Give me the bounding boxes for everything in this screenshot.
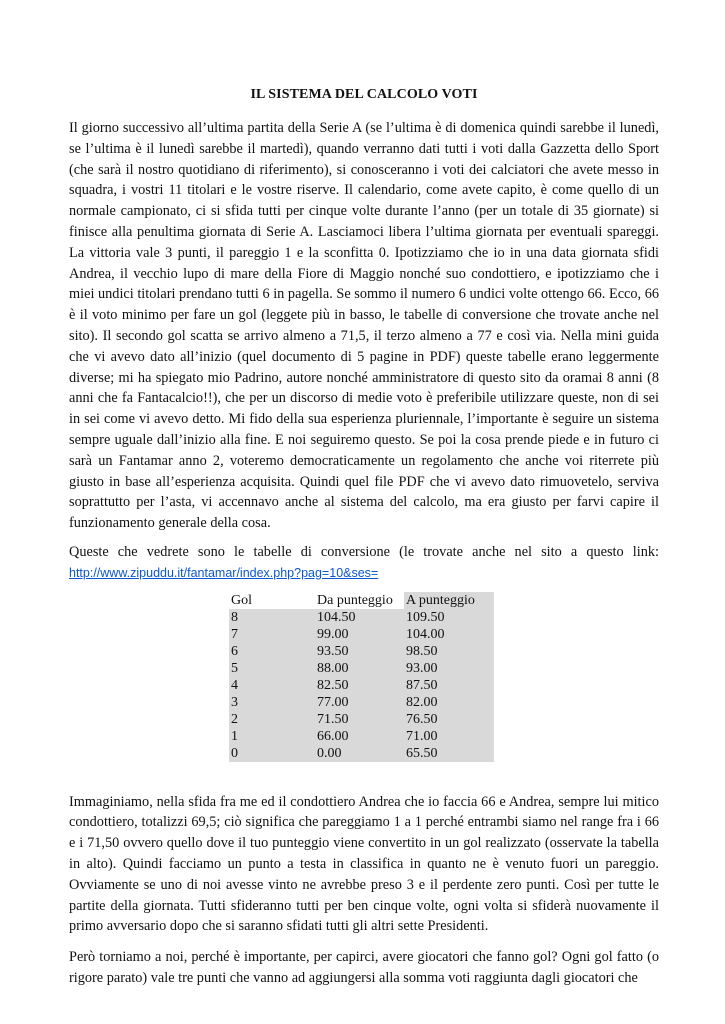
cell-a-punteggio: 104.00	[404, 626, 494, 643]
table-row	[229, 609, 494, 626]
paragraph-conversion-text: Queste che vedrete sono le tabelle di conversione (le trovate anche nel sito a questo link:	[69, 543, 659, 560]
cell-gol: 2	[229, 711, 315, 728]
table-row	[229, 745, 494, 762]
table-row	[229, 626, 494, 643]
cell-da-punteggio: 66.00	[315, 728, 404, 745]
cell-a-punteggio: 65.50	[404, 745, 494, 762]
document-title: IL SISTEMA DEL CALCOLO VOTI	[250, 87, 478, 102]
cell-gol: 5	[229, 660, 315, 677]
header-a-punteggio: A punteggio	[404, 592, 494, 609]
cell-gol: 1	[229, 728, 315, 745]
cell-da-punteggio: 104.50	[315, 609, 404, 626]
cell-gol: 6	[229, 643, 315, 660]
conversion-table	[229, 592, 494, 762]
cell-a-punteggio: 93.00	[404, 660, 494, 677]
cell-da-punteggio: 93.50	[315, 643, 404, 660]
paragraph-intro: Il giorno successivo all’ultima partita della Serie A (se l’ultima è di domenica quindi sarebbe il lunedì, se l’ultima è il lunedì sarebbe il martedì), quando verranno dati tutti i voti dalla Gazzetta dello Sport (che sarà il nostro quotidiano di riferimento), si conosceranno i voti dei calciatori che avete messo in squadra, i vostri 11 titolari e le vostre riserve. Il calendario, come avete capito, è come quello di un normale campionato, ci si sfida tutti per cinque volte durante l’anno (per un totale di 35 giornate) si finisce alla penultima giornata di Serie A. Lasciamoci libera l’ultima giornata per eventuali spareggi. La vittoria vale 3 punti, il pareggio 1 e la sconfitta 0. Ipotizziamo che io in una data giornata sfidi Andrea, il vecchio lupo di mare della Fiore di Maggio nonché suo condottiero, e ipotizziamo che i miei undici titolari prendano tutti 6 in pagella. Se sommo il numero 6 undici volte ottengo 66. Ecco, 66 è il voto minimo per fare un gol (leggete più in basso, le tabelle di conversione che trovate anche nel sito). Il secondo gol scatta se arrivo almeno a 71,5, il terzo almeno a 77 e così via. Nella mini guida che vi avevo dato all’inizio (quel documento di 5 pagine in PDF) queste tabelle erano leggermente diverse; mi ha spiegato mio Padrino, autore nonché amministratore di questo sito da oramai 8 anni (8 anni che fa Fantacalcio!!), che per un discorso di medie voto è preferibile utilizzare queste, non di sei in sei come vi avevo detto. Mi fido della sua esperienza pluriennale, l’importante è seguire un sistema sempre uguale dall’inizio alla fine. E noi seguiremo questo. Se poi la cosa prende piede e in futuro ci sarà un Fantamar anno 2, voteremo democraticamente un regolamento che anche voi riterrete più giusto in base all’esperienza acquisita. Quindi quel file PDF che vi avevo dato rimuovetelo, serviva soprattutto per l’asta, vi accennavo anche al sistema del calcolo, ma era giusto per farvi capire il funzionamento generale della cosa.	[69, 120, 659, 532]
cell-a-punteggio: 71.00	[404, 728, 494, 745]
paragraph-goals-importance: Però torniamo a noi, perché è importante, per capirci, avere giocatori che fanno gol? Ogni gol fatto (o rigore parato) vale tre punti che vanno ad aggiungersi alla somma voti raggiunta dagli giocatori che	[69, 949, 659, 986]
table-row	[229, 694, 494, 711]
table-row	[229, 677, 494, 694]
table-row	[229, 660, 494, 677]
cell-da-punteggio: 99.00	[315, 626, 404, 643]
header-gol: Gol	[229, 592, 315, 609]
conversion-table-link[interactable]: http://www.zipuddu.it/fantamar/index.php?pag=10&ses=	[69, 565, 379, 580]
cell-da-punteggio: 77.00	[315, 694, 404, 711]
cell-gol: 4	[229, 677, 315, 694]
cell-gol: 3	[229, 694, 315, 711]
cell-da-punteggio: 71.50	[315, 711, 404, 728]
cell-a-punteggio: 109.50	[404, 609, 494, 626]
cell-da-punteggio: 88.00	[315, 660, 404, 677]
table-header-row	[229, 592, 494, 609]
table-row	[229, 728, 494, 745]
header-da-punteggio: Da punteggio	[315, 592, 404, 609]
cell-gol: 8	[229, 609, 315, 626]
paragraph-example-match: Immaginiamo, nella sfida fra me ed il condottiero Andrea che io faccia 66 e Andrea, sempre lui mitico condottiero, totalizzi 69,5; ciò significa che pareggiamo 1 a 1 perché entrambi siamo nel range fra i 66 e i 71,50 ovvero quello dove il tuo punteggio viene convertito in un gol realizzato (osservate la tabella in alto). Quindi facciamo un punto a testa in classifica in quanto ne è venuto fuori un pareggio. Ovviamente se uno di noi avesse vinto ne avrebbe preso 3 e il perdente zero punti. Così per tutte le partite della giornata. Tutti sfideranno tutti per ben cinque volte, ogni volta si sfiderà nuovamente il primo avversario dopo che si saranno sfidati tutti gli altri sette Presidenti.	[69, 793, 659, 935]
paragraph-conversion-tables	[69, 542, 659, 584]
table-row	[229, 643, 494, 660]
cell-a-punteggio: 76.50	[404, 711, 494, 728]
cell-gol: 7	[229, 626, 315, 643]
cell-gol: 0	[229, 745, 315, 762]
cell-a-punteggio: 98.50	[404, 643, 494, 660]
cell-da-punteggio: 0.00	[315, 745, 404, 762]
conversion-table-container	[229, 592, 494, 762]
table-row	[229, 711, 494, 728]
cell-da-punteggio: 82.50	[315, 677, 404, 694]
cell-a-punteggio: 82.00	[404, 694, 494, 711]
cell-a-punteggio: 87.50	[404, 677, 494, 694]
